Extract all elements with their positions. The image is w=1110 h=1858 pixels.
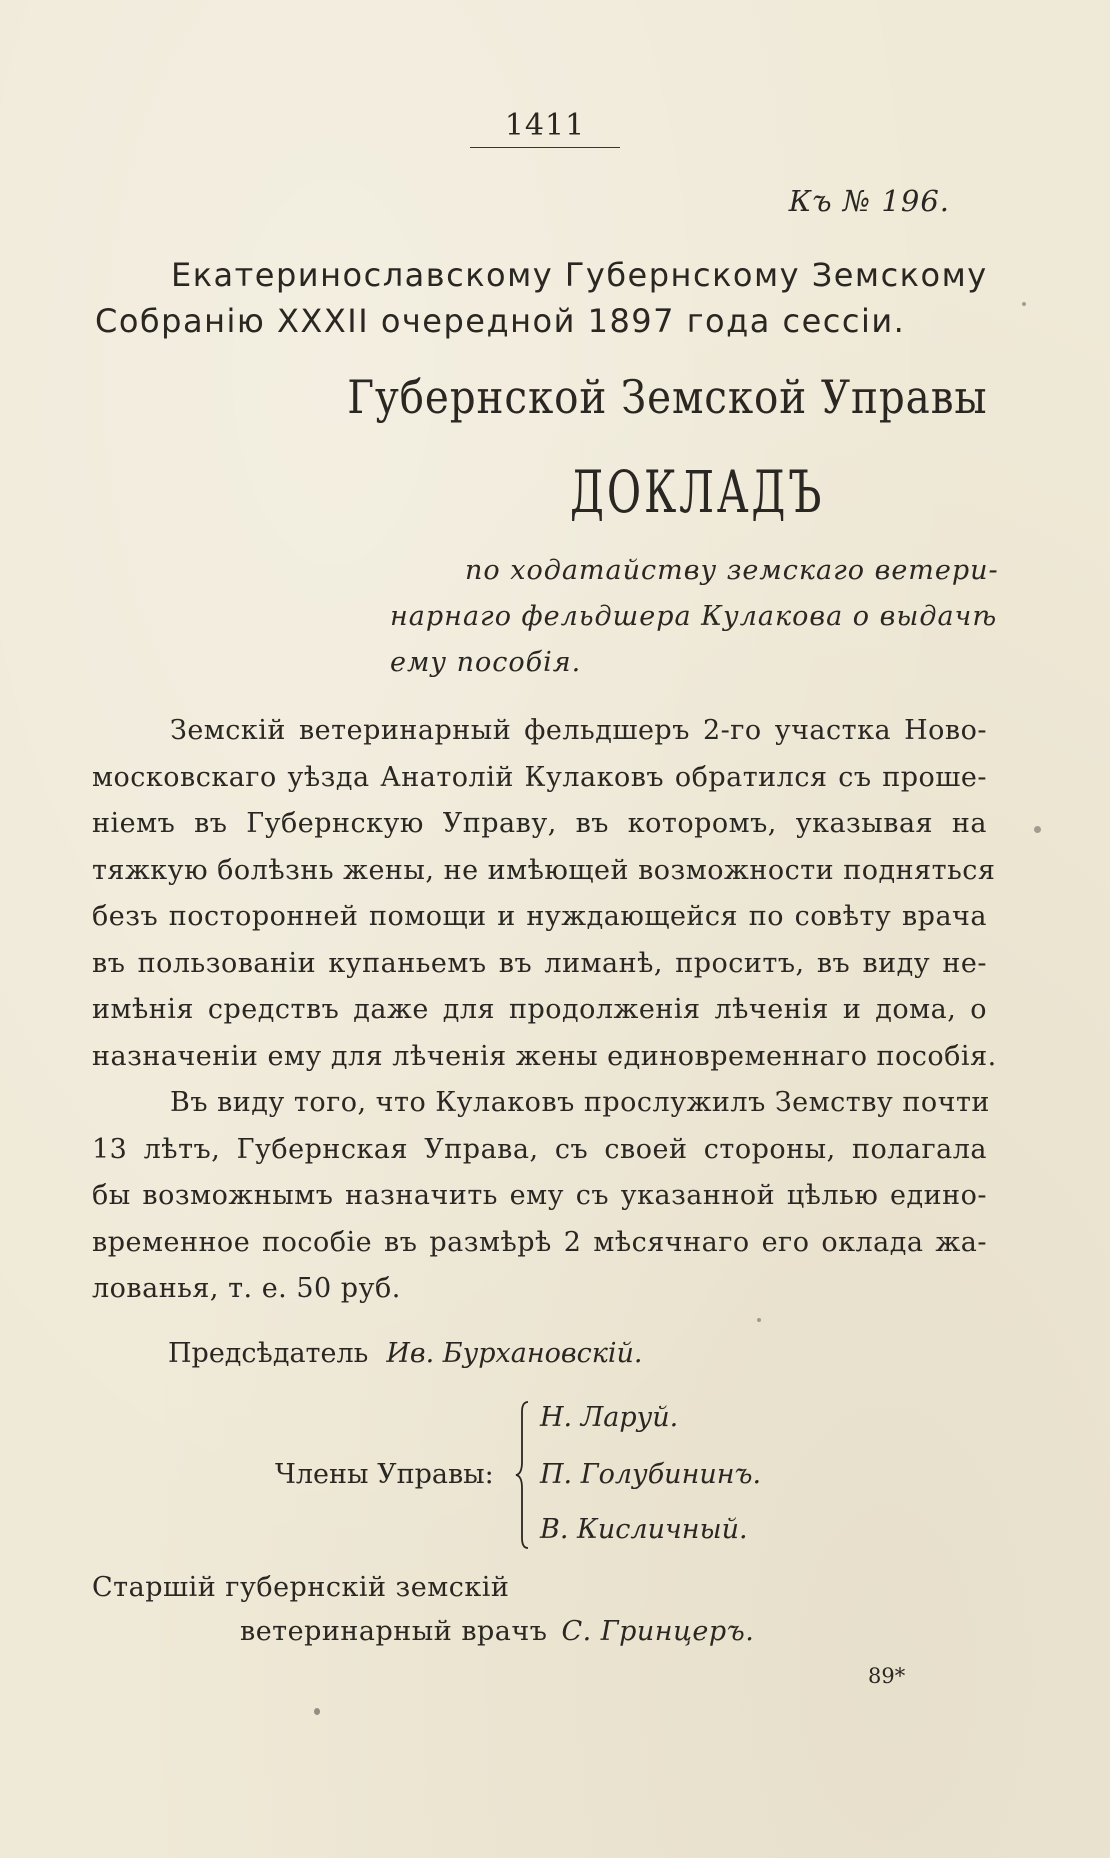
report-subject (390, 548, 999, 686)
addressee (95, 252, 995, 344)
sheet-signature-mark: 89* (868, 1664, 906, 1688)
chairman-signature (168, 1338, 642, 1369)
board-member-2: П. Голубининъ. (540, 1459, 762, 1490)
body-line: Земскій ветеринарный фельдшеръ 2-го участка Ново- (170, 715, 987, 746)
body-line: тяжкую болѣзнь жены, не имѣющей возможности подняться (92, 854, 996, 886)
reference-number: Къ № 196. (788, 184, 950, 218)
veterinarian-title-line-1: Старшій губернскій земскій (92, 1572, 510, 1603)
subject-line-1: по ходатайству земскаго ветери- (465, 555, 999, 586)
body-line: временное пособіе въ размѣрѣ 2 мѣсячнаго его оклада жа- (92, 1226, 987, 1258)
subject-line-2: нарнаго фельдшера Кулакова о выдачѣ (390, 601, 998, 632)
body-line: лованья, т. е. 50 руб. (92, 1273, 401, 1304)
board-members-label: Члены Управы: (275, 1459, 494, 1490)
body-line: 13 лѣтъ, Губернская Управа, съ своей стороны, полагала (92, 1133, 987, 1165)
paper-speck (1022, 302, 1026, 306)
veterinarian-name: С. Гринцеръ. (561, 1616, 755, 1647)
page-number-rule (470, 147, 620, 148)
body-line: бы возможнымъ назначить ему съ указанной цѣлью едино- (92, 1180, 987, 1211)
body-line: имѣнія средствъ даже для продолженія лѣченія и дома, о (92, 994, 987, 1025)
body-line: безъ посторонней помощи и нуждающейся по совѣту врача (92, 901, 987, 932)
title-board: Губернской Земской Управы (346, 370, 987, 424)
chairman-name: Ив. Бурхановскій. (386, 1338, 643, 1369)
veterinarian-signature (240, 1616, 754, 1647)
paper-speck (1034, 826, 1041, 833)
subject-line-3: ему пособія. (390, 647, 582, 678)
board-member-3: В. Кисличный. (540, 1514, 748, 1545)
brace-icon (515, 1400, 531, 1550)
veterinarian-title-line-2: ветеринарный врачъ (240, 1616, 548, 1647)
addressee-line-2: Собранію XXXII очередной 1897 года сессіи. (95, 302, 906, 340)
body-line: московскаго уѣзда Анатолій Кулаковъ обратился съ проше- (92, 761, 987, 793)
report-body (92, 708, 997, 1313)
addressee-line-1: Екатеринославскому Губернскому Земскому (171, 256, 988, 294)
body-line: Въ виду того, что Кулаковъ прослужилъ Земству почти (170, 1087, 990, 1118)
title-report: ДОКЛАДЪ (570, 458, 825, 526)
body-line: въ пользованіи купаньемъ въ лиманѣ, проситъ, въ виду не- (92, 947, 987, 979)
paper-speck (314, 1708, 320, 1715)
body-line: ніемъ въ Губернскую Управу, въ которомъ, указывая на (92, 808, 987, 839)
body-line: назначеніи ему для лѣченія жены единовременнаго пособія. (92, 1040, 997, 1072)
chairman-label: Предсѣдатель (168, 1338, 369, 1369)
board-member-1: Н. Ларуй. (540, 1402, 679, 1433)
paper-speck (757, 1318, 761, 1322)
page-number: 1411 (504, 108, 586, 143)
